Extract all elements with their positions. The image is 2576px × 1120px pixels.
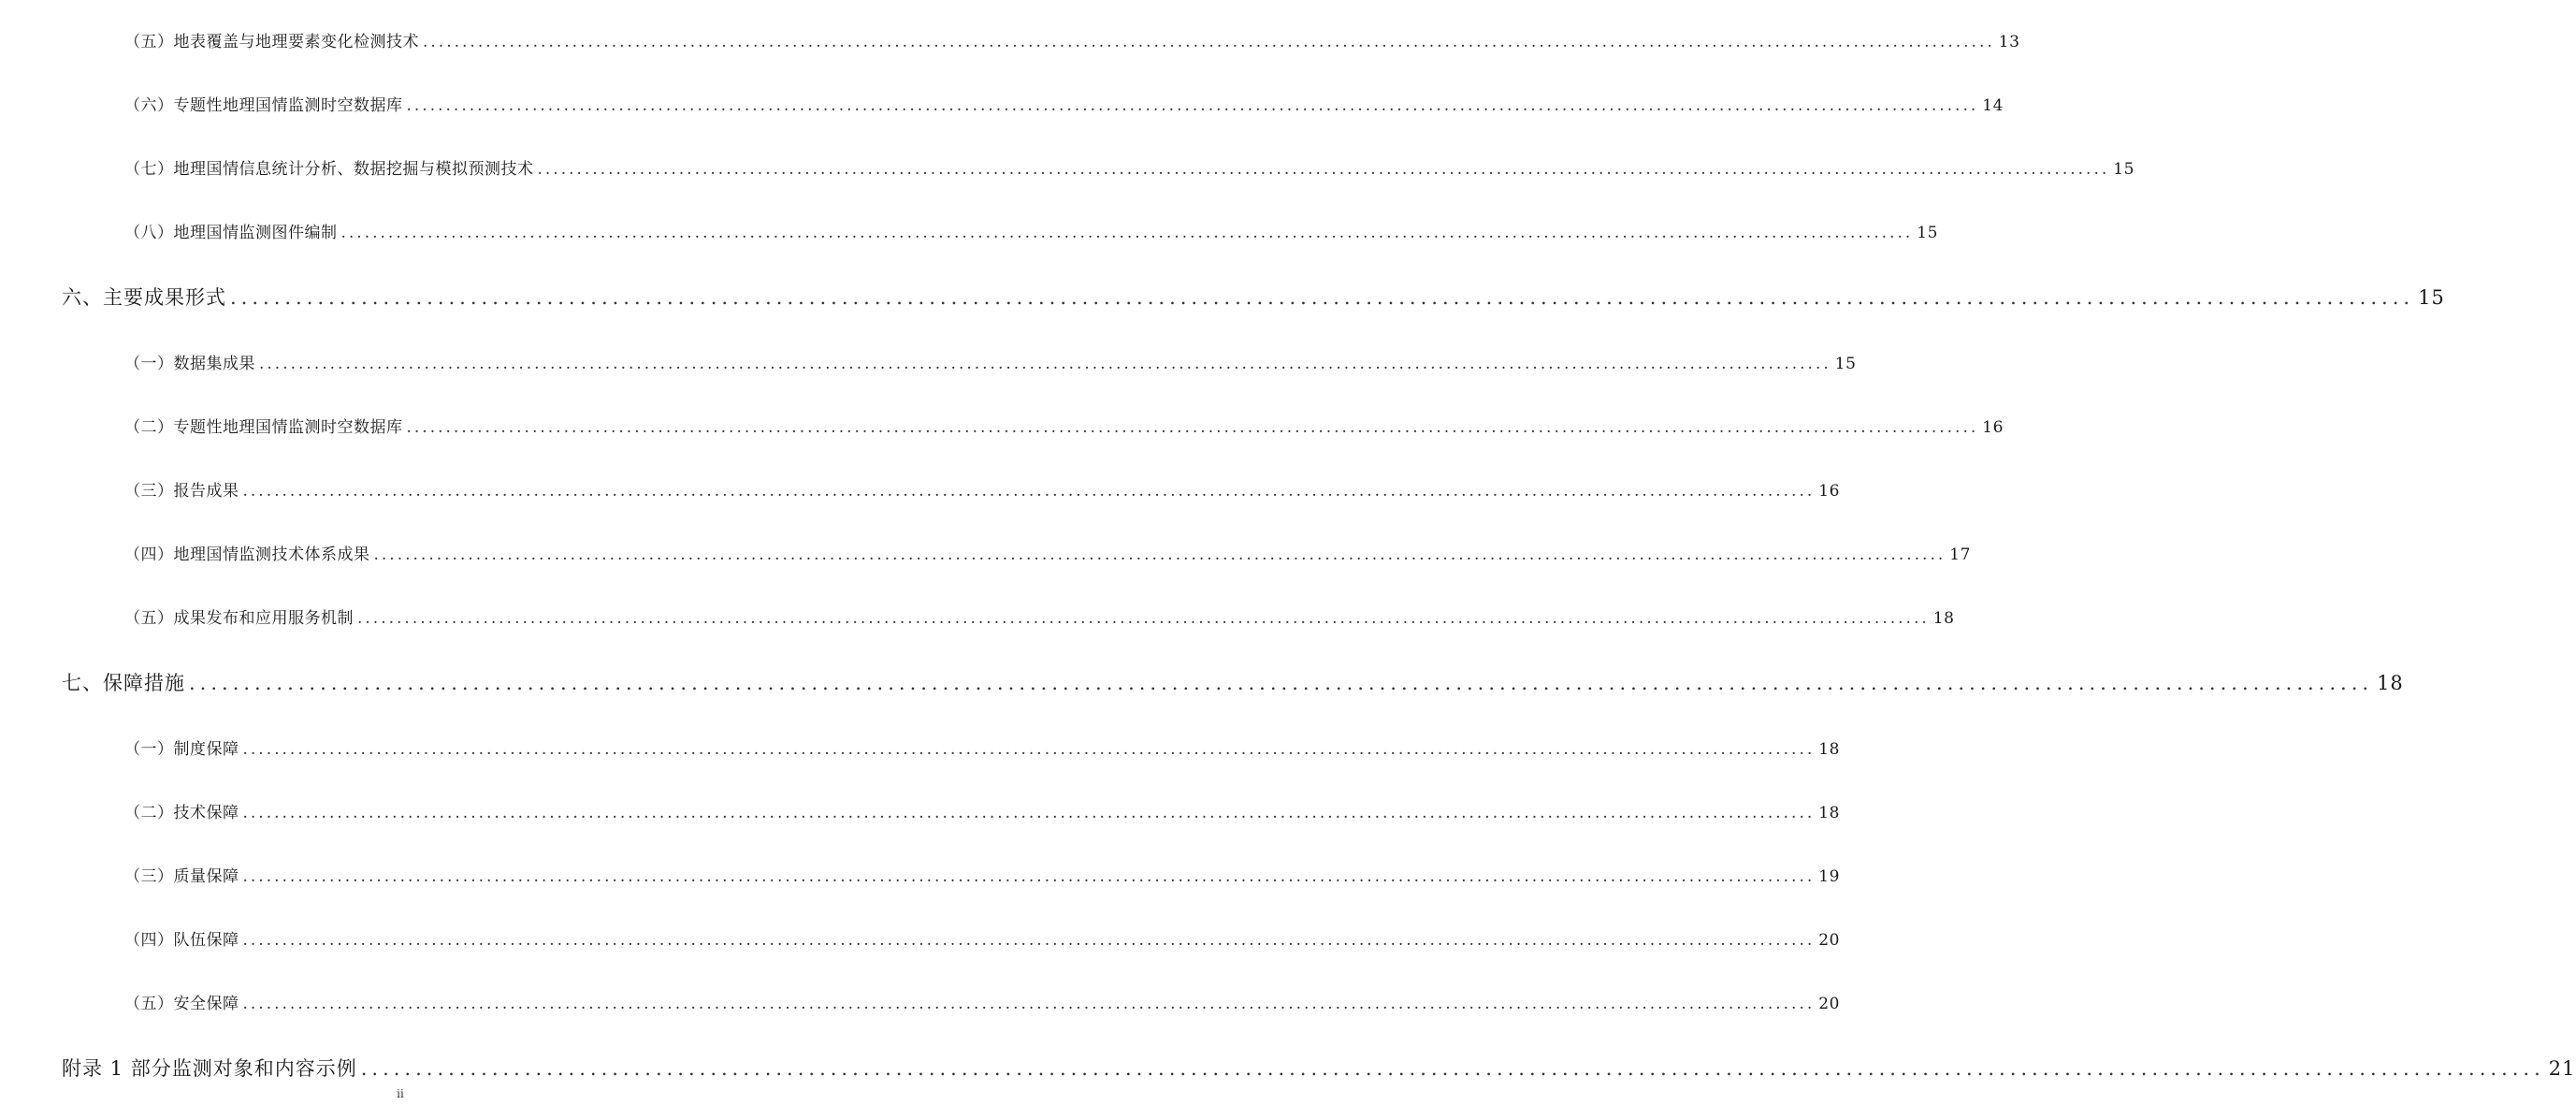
dot-leader: ........................................................................................................................................................................................................: [360, 1057, 2545, 1080]
toc-entry-label: 附录 1 部分监测对象和内容示例: [62, 1057, 357, 1080]
dot-leader: ........................................................................................................................................................................................................: [340, 224, 1914, 242]
toc-entry-page-number: 15: [2418, 286, 2445, 309]
toc-entry-label: （八）地理国情监测图件编制: [124, 224, 338, 242]
toc-entry-label: （一）制度保障: [124, 740, 239, 759]
dot-leader: ........................................................................................................................................................................................................: [357, 609, 1930, 628]
dot-leader: ........................................................................................................................................................................................................: [406, 418, 1979, 437]
toc-entry-page-number: 18: [1818, 740, 1840, 759]
toc-subsection-entry: [124, 541, 1971, 564]
page-number-footer: ii: [397, 1087, 404, 1100]
toc-entry-page-number: 20: [1818, 931, 1840, 950]
toc-subsection-entry: [124, 735, 1840, 759]
toc-entry-page-number: 20: [1818, 995, 1840, 1013]
dot-leader: ........................................................................................................................................................................................................: [242, 740, 1816, 759]
dot-leader: ........................................................................................................................................................................................................: [189, 672, 2374, 694]
toc-entry-page-number: 17: [1949, 545, 1971, 564]
dot-leader: ........................................................................................................................................................................................................: [373, 545, 1946, 564]
toc-section-entry: [62, 283, 2445, 311]
toc-entry-label: （二）专题性地理国情监测时空数据库: [124, 418, 403, 437]
toc-subsection-entry: [124, 799, 1840, 822]
toc-entry-page-number: 13: [1998, 33, 2020, 51]
dot-leader: ........................................................................................................................................................................................................: [537, 160, 2110, 179]
toc-entry-page-number: 18: [2377, 672, 2404, 694]
toc-entry-page-number: 15: [1834, 355, 1857, 373]
toc-subsection-entry: [124, 604, 1955, 628]
dot-leader: ........................................................................................................................................................................................................: [242, 482, 1816, 501]
dot-leader: ........................................................................................................................................................................................................: [242, 995, 1816, 1013]
dot-leader: ........................................................................................................................................................................................................: [242, 867, 1816, 886]
toc-entry-label: （四）队伍保障: [124, 931, 239, 950]
toc-entry-label: （三）报告成果: [124, 482, 239, 501]
dot-leader: ........................................................................................................................................................................................................: [406, 96, 1979, 115]
toc-entry-label: （五）成果发布和应用服务机制: [124, 609, 354, 628]
toc-subsection-entry: [124, 219, 1938, 242]
toc-entry-label: （二）技术保障: [124, 804, 239, 822]
toc-entry-label: 七、保障措施: [62, 672, 185, 694]
toc-subsection-entry: [124, 477, 1840, 501]
toc-entry-page-number: 16: [1982, 418, 2004, 437]
toc-entry-label: （六）专题性地理国情监测时空数据库: [124, 96, 403, 115]
dot-leader: ........................................................................................................................................................................................................: [242, 804, 1816, 822]
toc-subsection-entry: [124, 92, 2004, 115]
toc-subsection-entry: [124, 155, 2135, 179]
toc-entry-page-number: 21: [2548, 1057, 2576, 1080]
dot-leader: ........................................................................................................................................................................................................: [259, 355, 1831, 373]
toc-entry-label: （三）质量保障: [124, 867, 239, 886]
toc-entry-page-number: 15: [1917, 224, 1938, 242]
toc-entry-label: （四）地理国情监测技术体系成果: [124, 545, 370, 564]
toc-subsection-entry: [124, 350, 1857, 373]
toc-entry-page-number: 16: [1818, 482, 1840, 501]
toc-entry-label: 六、主要成果形式: [62, 286, 226, 309]
toc-entry-page-number: 14: [1982, 96, 2004, 115]
toc-subsection-entry: [124, 28, 2020, 51]
toc-subsection-entry: [124, 414, 2004, 437]
toc-entry-label: （七）地理国情信息统计分析、数据挖掘与模拟预测技术: [124, 160, 534, 179]
dot-leader: ........................................................................................................................................................................................................: [242, 931, 1816, 950]
dot-leader: ........................................................................................................................................................................................................: [423, 33, 1995, 51]
dot-leader: ........................................................................................................................................................................................................: [230, 286, 2415, 309]
toc-section-entry: [62, 1054, 2576, 1082]
toc-entry-label: （五）地表覆盖与地理要素变化检测技术: [124, 33, 419, 51]
toc-entry-page-number: 18: [1932, 609, 1955, 628]
toc-subsection-entry: [124, 926, 1840, 950]
toc-entry-label: （一）数据集成果: [124, 355, 255, 373]
toc-subsection-entry: [124, 863, 1840, 886]
toc-entry-page-number: 15: [2113, 160, 2135, 179]
toc-entry-label: （五）安全保障: [124, 995, 239, 1013]
toc-entry-page-number: 18: [1818, 804, 1840, 822]
toc-subsection-entry: [124, 990, 1840, 1013]
toc-entry-page-number: 19: [1818, 867, 1840, 886]
toc-section-entry: [62, 668, 2404, 696]
